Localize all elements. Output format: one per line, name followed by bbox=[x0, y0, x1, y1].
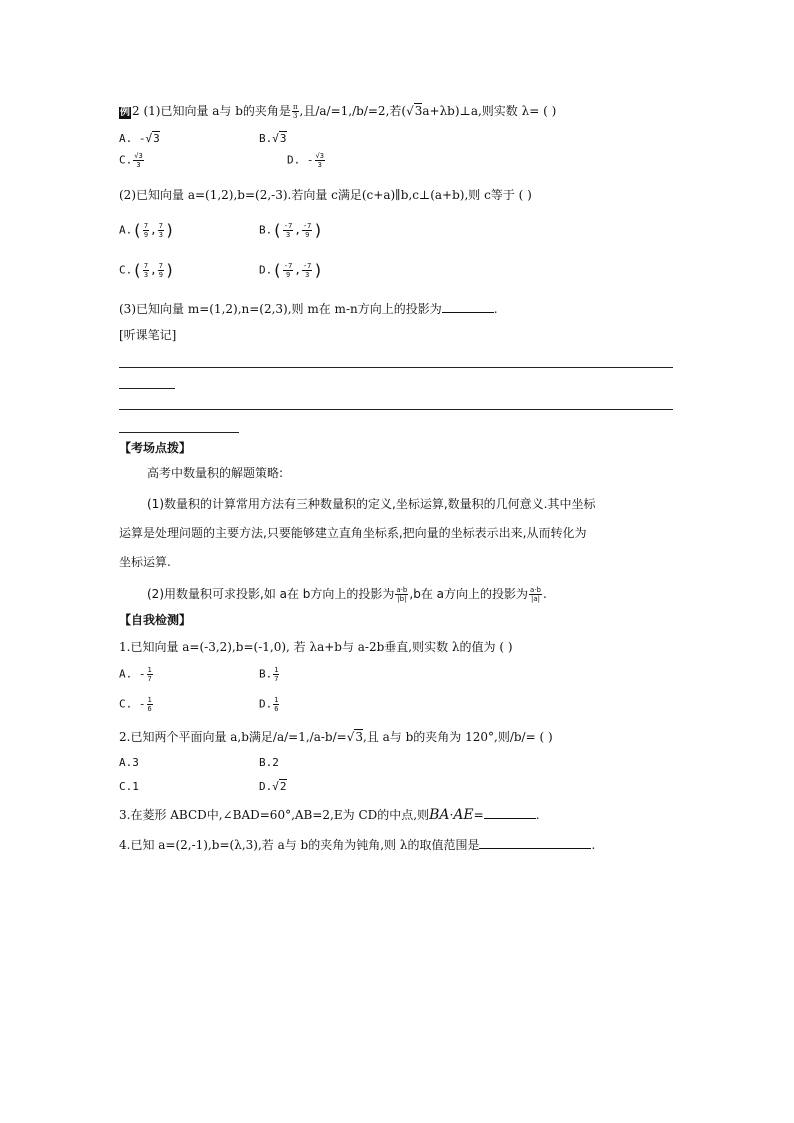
notes-line-1[interactable] bbox=[119, 367, 673, 368]
example-2-question-1 bbox=[119, 103, 556, 120]
q2-option-b: B.( $\frac{-7}{3}$ , $\frac{-7}{9}$ ) bbox=[259, 220, 324, 240]
example-badge: 例 bbox=[120, 107, 130, 118]
angle-fraction: $\frac{\pi}{3}$ bbox=[292, 103, 298, 120]
notes-label: [听课笔记] bbox=[119, 328, 177, 342]
selfcheck-heading: 【自我检测】 bbox=[119, 613, 192, 627]
sc-q1-option-b: B. $\frac{1}{7}$ bbox=[259, 666, 279, 683]
notes-line-2[interactable] bbox=[119, 409, 673, 410]
vector-ba: BA bbox=[429, 807, 450, 823]
example-2-question-3: (3)已知向量 m=(1,2),n=(2,3),则 m在 m-n方向上的投影为 . bbox=[119, 302, 498, 316]
sc-q1-option-c: C. - $\frac{1}{6}$ bbox=[119, 696, 152, 713]
projection-fraction-b: $\frac{a\cdot b}{|b|}$ bbox=[396, 586, 408, 603]
q1-option-c: C. $\frac{√3}{3}$ bbox=[119, 152, 143, 169]
selfcheck-question-4: 4.已知 a=(2,-1),b=(λ,3),若 a与 b的夹角为钝角,则 λ的取值范围是 . bbox=[119, 838, 596, 852]
tips-para2: (2)用数量积可求投影,如 a在 b方向上的投影为 $\frac{a\cdot b}{|b|}$ ,b在 a方向上的投影为 $\frac{a\cdot b}{|a|}$ . bbox=[147, 586, 547, 603]
tips-para1-line1: (1)数量积的计算常用方法有三种数量积的定义,坐标运算,数量积的几何意义.其中坐标 bbox=[147, 497, 596, 511]
selfcheck-question-3: 3.在菱形 ABCD中,∠BAD=60°,AB=2,E为 CD的中点,则BA·AE= . bbox=[119, 807, 540, 823]
q1-option-b: B.√3 bbox=[259, 132, 287, 145]
q1-option-a: A. -√3 bbox=[119, 132, 160, 145]
sc-q1-option-d: D. $\frac{1}{6}$ bbox=[259, 696, 279, 713]
q1-option-d: D. - $\frac{√3}{3}$ bbox=[287, 152, 324, 169]
selfcheck-question-2: 2.已知两个平面向量 a,b满足/a/=1,/a-b/=√3,且 a与 b的夹角为 120°,则/b/= ( ) bbox=[119, 730, 553, 744]
tips-para1-line3: 坐标运算. bbox=[119, 555, 171, 569]
q1-text-b: ,且/a/=1,/b/=2,若( bbox=[299, 104, 407, 118]
answer-blank[interactable] bbox=[442, 301, 494, 313]
answer-blank[interactable] bbox=[479, 837, 591, 849]
sc-q2-option-c: C.1 bbox=[119, 780, 139, 793]
notes-line-1-tail bbox=[119, 388, 175, 389]
tips-intro: 高考中数量积的解题策略: bbox=[147, 466, 284, 480]
q2-option-c: C.( $\frac{7}{3}$ , $\frac{7}{9}$ ) bbox=[119, 260, 175, 280]
q2-option-d: D.( $\frac{-7}{9}$ , $\frac{-7}{3}$ ) bbox=[259, 260, 324, 280]
sc-q2-option-d: D.√2 bbox=[259, 780, 287, 793]
tips-heading: 【考场点拨】 bbox=[119, 441, 192, 455]
vector-ae: AE bbox=[453, 807, 474, 823]
example-2-question-2: (2)已知向量 a=(1,2),b=(2,-3).若向量 c满足(c+a)∥b,c⊥(a+b),则 c等于 ( ) bbox=[119, 188, 532, 202]
sqrt-symbol: √3 bbox=[406, 104, 423, 118]
sc-q1-option-a: A. - $\frac{1}{7}$ bbox=[119, 666, 152, 683]
tips-para1-line2: 运算是处理问题的主要方法,只要能够建立直角坐标系,把向量的坐标表示出来,从而转化为 bbox=[119, 526, 587, 540]
sc-q2-option-a: A.3 bbox=[119, 756, 139, 769]
notes-line-2-tail bbox=[119, 432, 239, 433]
q1-text-a: (1)已知向量 a与 b的夹角是 bbox=[143, 104, 291, 118]
example-number: 2 bbox=[132, 104, 140, 118]
selfcheck-question-1: 1.已知向量 a=(-3,2),b=(-1,0), 若 λa+b与 a-2b垂直,则实数 λ的值为 ( ) bbox=[119, 640, 513, 654]
q2-option-a: A.( $\frac{7}{9}$ , $\frac{7}{3}$ ) bbox=[119, 220, 175, 240]
q1-text-c: a+λb)⊥a,则实数 λ= ( ) bbox=[422, 104, 557, 118]
sc-q2-option-b: B.2 bbox=[259, 756, 279, 769]
answer-blank[interactable] bbox=[484, 807, 536, 819]
projection-fraction-a: $\frac{a\cdot b}{|a|}$ bbox=[530, 586, 541, 603]
